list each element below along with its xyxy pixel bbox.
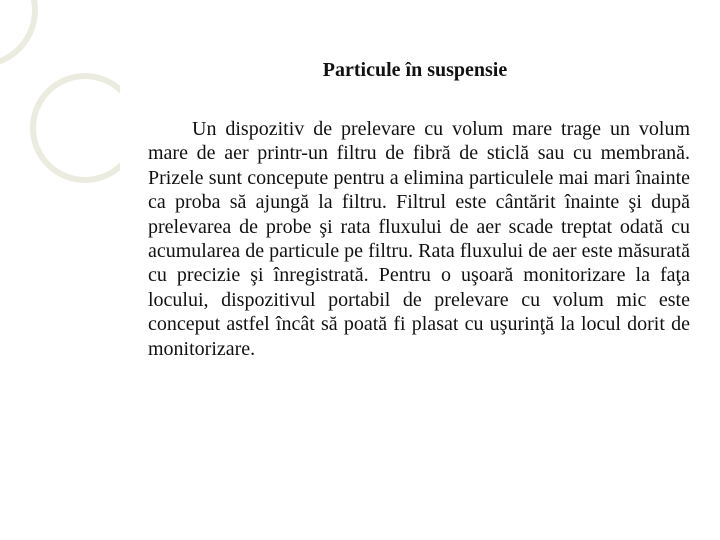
decor-circle-top xyxy=(0,0,35,65)
slide-body-text: Un dispozitiv de prelevare cu volum mare trage un volum mare de aer printr-un filtru de fibră de sticlă sau cu membrană. Prizele sunt concepute pentru a elimina particulele mai mari înainte ca proba să ajungă la filtru. Filtrul este cântărit înainte şi după prelevarea de probe şi rata fluxului de aer scade treptat odată cu acumularea de particule pe filtru. Rata fluxului de aer este măsurată cu precizie şi înregistrată. Pentru o uşoară monitorizare la faţa locului, dispozitivul portabil de prelevare cu volum mic este conceput astfel încât să poată fi plasat cu uşurinţă la locul dorit de monitorizare. xyxy=(148,118,690,360)
decorative-circles xyxy=(0,0,120,200)
slide-title: Particule în suspensie xyxy=(322,59,508,81)
decor-circle-bottom xyxy=(33,76,120,180)
